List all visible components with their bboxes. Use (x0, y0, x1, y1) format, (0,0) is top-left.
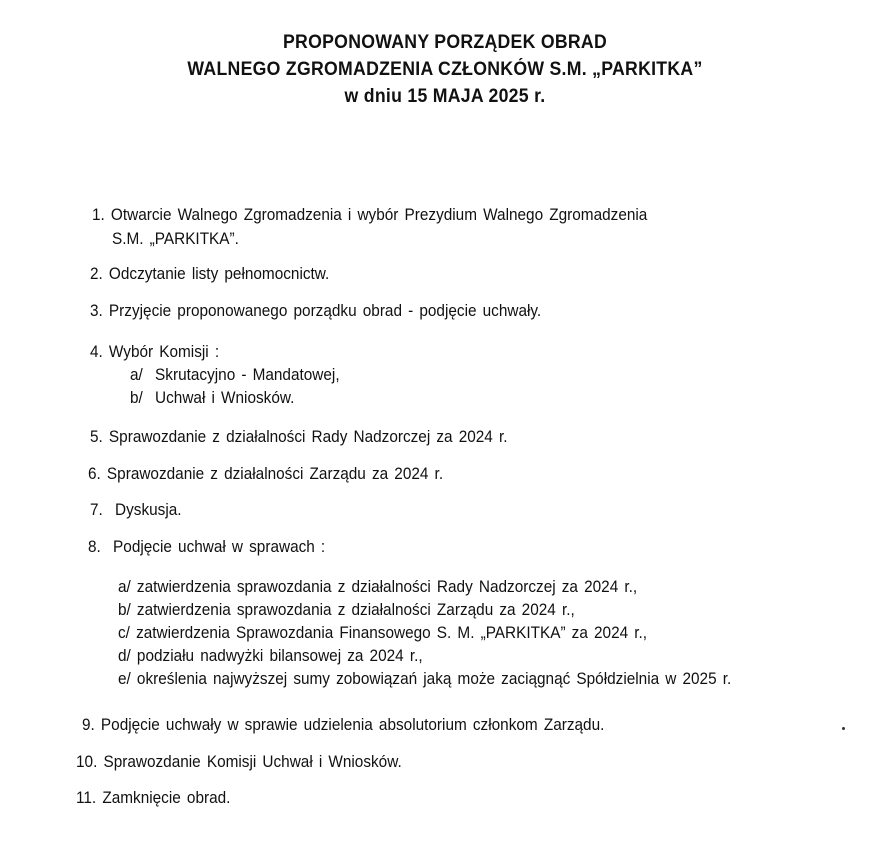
agenda-item-text: Sprawozdanie z działalności Rady Nadzorczej za 2024 r. (108, 428, 508, 446)
agenda-subitem (118, 624, 647, 643)
subitem-label: b/ (130, 389, 143, 407)
agenda-item-text: Podjęcie uchwał w sprawach : (113, 538, 326, 556)
agenda-item-text: Sprawozdanie z działalności Zarządu za 2024 r. (106, 465, 444, 483)
agenda-item-5 (90, 428, 507, 447)
agenda-item-number: 2. (90, 265, 103, 283)
agenda-item-number: 8. (88, 538, 101, 556)
agenda-item-1 (92, 206, 647, 225)
subitem-text: zatwierdzenia sprawozdania z działalności Rady Nadzorczej za 2024 r., (136, 578, 638, 596)
agenda-item-text: Otwarcie Walnego Zgromadzenia i wybór Prezydium Walnego Zgromadzenia (110, 206, 648, 224)
agenda-item-3 (90, 302, 541, 321)
agenda-item-text: Odczytanie listy pełnomocnictw. (108, 265, 330, 283)
agenda-item-10 (76, 753, 402, 772)
agenda-item-11 (76, 789, 230, 808)
agenda-item-text: Podjęcie uchwały w sprawie udzielenia absolutorium członkom Zarządu. (100, 716, 605, 734)
scan-speck (842, 727, 845, 730)
agenda-subitem (130, 389, 294, 408)
agenda-item-text: Przyjęcie proponowanego porządku obrad - podjęcie uchwały. (108, 302, 542, 320)
agenda-item-number: 5. (90, 428, 103, 446)
header-line-2: WALNEGO ZGROMADZENIA CZŁONKÓW S.M. „PARKITKA” (187, 59, 703, 80)
agenda-item-number: 6. (88, 465, 101, 483)
agenda-item-8 (88, 538, 325, 557)
agenda-subitem (118, 578, 637, 597)
subitem-text: zatwierdzenia sprawozdania z działalności Zarządu za 2024 r., (136, 601, 575, 619)
agenda-item-2 (90, 265, 329, 284)
agenda-subitem (130, 366, 340, 385)
subitem-label: d/ (118, 647, 131, 665)
agenda-item-number: 10. (76, 753, 98, 771)
subitem-label: b/ (118, 601, 131, 619)
agenda-item-6 (88, 465, 443, 484)
subitem-label: a/ (118, 578, 131, 596)
agenda-subitem (118, 670, 731, 689)
subitem-label: e/ (118, 670, 131, 688)
agenda-item-4 (90, 343, 219, 362)
agenda-item-number: 4. (90, 343, 103, 361)
subitem-label: c/ (118, 624, 130, 642)
agenda-item-text: Dyskusja. (115, 501, 182, 519)
agenda-item-9 (82, 716, 604, 735)
agenda-item-text: Sprawozdanie Komisji Uchwał i Wniosków. (103, 753, 402, 771)
agenda-item-text: Zamknięcie obrad. (102, 789, 231, 807)
subitem-text: podziału nadwyżki bilansowej za 2024 r., (136, 647, 423, 665)
agenda-subitem (118, 647, 423, 666)
subitem-text: Uchwał i Wniosków. (155, 389, 295, 407)
agenda-item-1-continuation: S.M. „PARKITKA”. (112, 230, 239, 248)
subitem-label: a/ (130, 366, 143, 384)
agenda-item-text: Wybór Komisji : (108, 343, 220, 361)
agenda-item-number: 7. (90, 501, 103, 519)
agenda-subitem (118, 601, 575, 620)
subitem-text: określenia najwyższej sumy zobowiązań jaką może zaciągnąć Spółdzielnia w 2025 r. (136, 670, 732, 688)
header-line-1: PROPONOWANY PORZĄDEK OBRAD (282, 32, 608, 53)
subitem-text: zatwierdzenia Sprawozdania Finansowego S. M. „PARKITKA” za 2024 r., (136, 624, 648, 642)
agenda-item-number: 9. (82, 716, 95, 734)
agenda-item-number: 11. (76, 789, 97, 807)
header-line-3: w dniu 15 MAJA 2025 r. (344, 86, 546, 107)
agenda-item-number: 1. (92, 206, 105, 224)
agenda-item-number: 3. (90, 302, 103, 320)
subitem-text: Skrutacyjno - Mandatowej, (155, 366, 340, 384)
agenda-item-7 (90, 501, 182, 520)
